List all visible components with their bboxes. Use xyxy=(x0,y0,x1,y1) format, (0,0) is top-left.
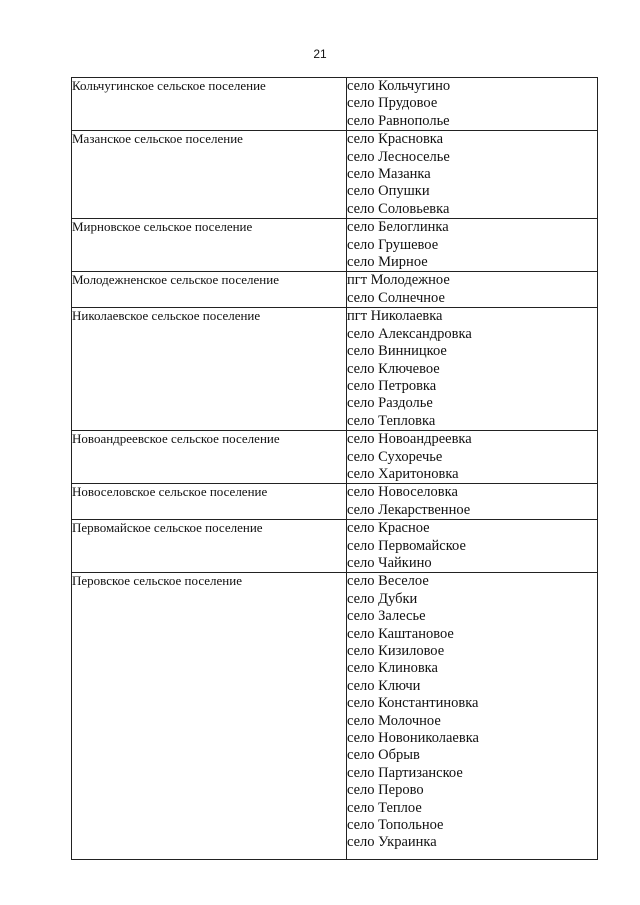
settlement-item: село Ключевое xyxy=(347,360,440,377)
page-number: 21 xyxy=(313,47,327,61)
settlement-item: село Лекарственное xyxy=(347,501,471,518)
settlement-item: село Тепловка xyxy=(347,412,436,429)
settlement-item: село Солнечное xyxy=(347,289,445,306)
settlements-table xyxy=(71,77,598,860)
settlement-item: село Обрыв xyxy=(347,747,420,764)
table-row xyxy=(72,573,598,860)
settlement-item: село Клиновка xyxy=(347,660,438,677)
settlement-list xyxy=(347,272,598,308)
table-row xyxy=(72,78,598,131)
municipality-name: Молодежненское сельское поселение xyxy=(72,272,347,308)
municipality-name: Перовское сельское поселение xyxy=(72,573,347,860)
settlement-list xyxy=(347,131,598,219)
settlement-item: село Соловьевка xyxy=(347,200,450,217)
settlement-item: село Ключи xyxy=(347,677,421,694)
settlement-item: село Партизанское xyxy=(347,764,463,781)
settlement-item: пгт Молодежное xyxy=(347,272,450,289)
settlement-item: пгт Николаевка xyxy=(347,308,443,325)
table-row xyxy=(72,484,598,520)
settlement-list xyxy=(347,484,598,520)
settlement-item: село Константиновка xyxy=(347,695,479,712)
municipality-name: Николаевское сельское поселение xyxy=(72,308,347,431)
settlement-list xyxy=(347,431,598,484)
municipality-name: Новоселовское сельское поселение xyxy=(72,484,347,520)
settlement-item: село Веселое xyxy=(347,573,429,590)
settlement-item: село Красновка xyxy=(347,131,444,148)
settlement-item: село Каштановое xyxy=(347,625,454,642)
settlement-list xyxy=(347,520,598,573)
municipality-name: Мирновское сельское поселение xyxy=(72,219,347,272)
settlement-item: село Прудовое xyxy=(347,95,438,112)
settlement-item: село Топольное xyxy=(347,817,444,834)
settlement-item: село Лесноселье xyxy=(347,148,450,165)
settlement-item: село Мазанка xyxy=(347,166,431,183)
table-body xyxy=(72,78,598,860)
settlement-item: село Харитоновка xyxy=(347,465,459,482)
settlement-item: село Сухоречье xyxy=(347,448,443,465)
settlement-item: село Первомайское xyxy=(347,537,466,554)
table-row xyxy=(72,131,598,219)
settlement-list xyxy=(347,308,598,431)
settlement-item: село Новоселовка xyxy=(347,484,458,501)
table-row xyxy=(72,219,598,272)
settlement-item: село Новоандреевка xyxy=(347,431,472,448)
municipality-name: Кольчугинское сельское поселение xyxy=(72,78,347,131)
settlement-item: село Равнополье xyxy=(347,112,450,129)
settlement-item: село Мирное xyxy=(347,254,428,271)
settlement-list xyxy=(347,78,598,131)
settlement-item: село Красное xyxy=(347,520,430,537)
settlement-item: село Опушки xyxy=(347,183,430,200)
settlement-item: село Раздолье xyxy=(347,395,433,412)
settlement-item: село Молочное xyxy=(347,712,441,729)
settlement-item: село Украинка xyxy=(347,834,437,851)
settlement-item: село Александровка xyxy=(347,325,472,342)
municipality-name: Мазанское сельское поселение xyxy=(72,131,347,219)
settlement-list xyxy=(347,219,598,272)
settlement-item: село Теплое xyxy=(347,799,422,816)
municipality-name: Новоандреевское сельское поселение xyxy=(72,431,347,484)
settlement-item: село Грушевое xyxy=(347,236,439,253)
table-row xyxy=(72,308,598,431)
settlement-item: село Белоглинка xyxy=(347,219,449,236)
municipality-name: Первомайское сельское поселение xyxy=(72,520,347,573)
settlement-item: село Кольчугино xyxy=(347,78,451,94)
settlement-item: село Новониколаевка xyxy=(347,730,479,747)
settlement-item: село Перово xyxy=(347,782,424,799)
table-row xyxy=(72,520,598,573)
settlement-item: село Дубки xyxy=(347,590,418,607)
settlement-list xyxy=(347,573,598,860)
settlement-item: село Винницкое xyxy=(347,343,447,360)
table-row xyxy=(72,431,598,484)
settlement-item: село Залесье xyxy=(347,608,426,625)
settlement-item: село Кизиловое xyxy=(347,643,445,659)
settlement-item: село Петровка xyxy=(347,377,437,394)
table-row xyxy=(72,272,598,308)
settlement-item: село Чайкино xyxy=(347,554,432,571)
